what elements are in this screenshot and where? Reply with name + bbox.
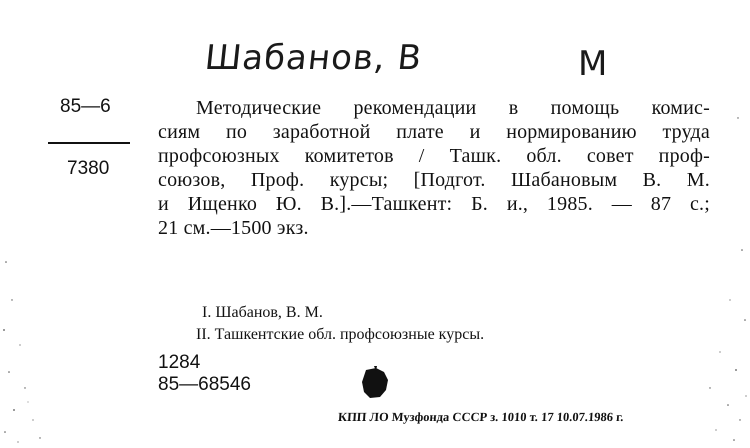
description-line: союзов, Проф. курсы; [Подгот. Шабановым В. М. xyxy=(158,169,710,191)
handwritten-mark: М xyxy=(578,44,609,84)
shelf-mark-top: 85—6 xyxy=(60,96,111,117)
shelf-mark-bottom: 7380 xyxy=(67,158,110,179)
bibliographic-description xyxy=(158,96,710,240)
tracing-item: I. Шабанов, В. М. xyxy=(202,304,323,321)
shelf-divider xyxy=(48,142,130,144)
card-number: 85—68546 xyxy=(158,374,251,395)
description-line: 21 см.—1500 экз. xyxy=(158,217,309,239)
description-line: профсоюзных комитетов / Ташк. обл. совет проф- xyxy=(158,145,710,167)
tracing-item: II. Ташкентские обл. профсоюзные курсы. xyxy=(196,326,485,343)
card-numbers xyxy=(158,352,251,396)
scan-noise-left xyxy=(0,0,60,448)
printer-imprint: КПП ЛО Музфонда СССР з. 1010 т. 17 10.07.1986 г. xyxy=(337,410,625,424)
ink-stamp-mark xyxy=(360,366,390,400)
description-line: и Ищенко Ю. В.].—Ташкент: Б. и., 1985. — 87 с.; xyxy=(158,193,710,215)
description-line: сиям по заработной плате и нормированию труда xyxy=(158,121,710,143)
tracings xyxy=(196,302,484,346)
description-line: Методические рекомендации в помощь комис- xyxy=(196,97,710,119)
record-number: 1284 xyxy=(158,352,201,373)
handwritten-author-name: Шабанов, В xyxy=(202,38,425,78)
